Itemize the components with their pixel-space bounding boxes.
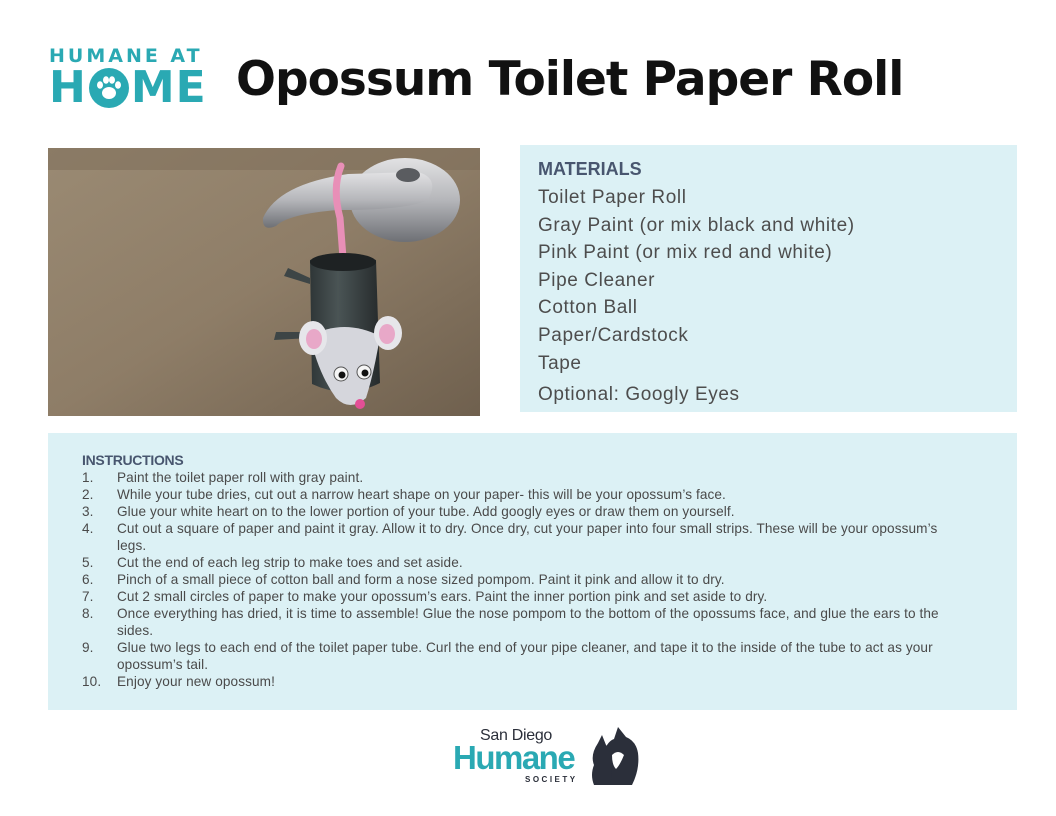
instruction-step [82,605,983,639]
step-number: 1. [82,470,94,485]
san-diego-humane-society-logo [452,723,642,787]
material-item: Pipe Cleaner [538,269,656,291]
step-text: Cut out a square of paper and paint it gray. Allow it to dry. Once dry, cut your paper into four small strips. These will be your opossum’s legs. [117,521,938,553]
step-text: Paint the toilet paper roll with gray paint. [117,470,364,485]
logo-society-text: SOCIETY [525,775,578,784]
page-title: Opossum Toilet Paper Roll [236,52,904,107]
material-item: Paper/Cardstock [538,324,689,346]
dog-cat-silhouette-icon [588,725,640,787]
materials-list [538,184,999,409]
step-text: Glue two legs to each end of the toilet paper tube. Curl the end of your pipe cleaner, and tape it to the inside of the tube to act as your opossum’s tail. [117,640,933,672]
instruction-step [82,486,983,503]
logo-humane-text: Humane [453,739,575,776]
instruction-step [82,571,983,588]
instruction-step [82,554,983,571]
humane-at-home-logo [49,45,219,113]
instruction-step [82,503,983,520]
instruction-step [82,673,983,690]
brand-top-text: HUMANE AT [49,45,203,67]
instructions-list [82,469,983,690]
material-item: Tape [538,352,582,374]
step-number: 6. [82,572,94,587]
material-item: Pink Paint (or mix red and white) [538,242,833,264]
instruction-step [82,520,983,554]
step-text: Pinch of a small piece of cotton ball and form a nose sized pompom. Paint it pink and allow it to dry. [117,572,725,587]
step-number: 8. [82,606,94,621]
step-text: Glue your white heart on to the lower portion of your tube. Add googly eyes or draw them on yourself. [117,504,735,519]
paw-icon [89,68,129,108]
instruction-step [82,588,983,605]
step-number: 5. [82,555,94,570]
step-number: 7. [82,589,94,604]
instruction-step [82,639,983,673]
step-number: 3. [82,504,94,519]
brand-home-h: H [49,62,87,113]
material-item: Optional: Googly Eyes [538,384,740,406]
material-item: Cotton Ball [538,297,638,319]
step-text: Once everything has dried, it is time to assemble! Glue the nose pompom to the bottom of the opossums face, and glue the ears to the sides. [117,606,939,638]
brand-home-rest: ME [130,62,207,113]
step-number: 9. [82,640,94,655]
step-number: 2. [82,487,94,502]
material-item: Toilet Paper Roll [538,187,687,208]
materials-panel [520,145,1017,412]
step-number: 10. [82,674,102,689]
instructions-heading: INSTRUCTIONS [82,452,184,468]
step-text: Cut the end of each leg strip to make toes and set aside. [117,555,463,570]
logo-san-diego-text: San Diego [480,727,553,744]
step-number: 4. [82,521,94,536]
step-text: Enjoy your new opossum! [117,674,275,689]
opossum-craft-photo [48,148,480,416]
instruction-step [82,469,983,486]
materials-heading: MATERIALS [538,159,642,179]
instructions-panel [48,433,1017,710]
material-item: Gray Paint (or mix black and white) [538,214,855,236]
step-text: Cut 2 small circles of paper to make your opossum’s ears. Paint the inner portion pink and set aside to dry. [117,589,768,604]
step-text: While your tube dries, cut out a narrow heart shape on your paper- this will be your opossum’s face. [117,487,726,502]
brand-home-text [49,62,219,113]
